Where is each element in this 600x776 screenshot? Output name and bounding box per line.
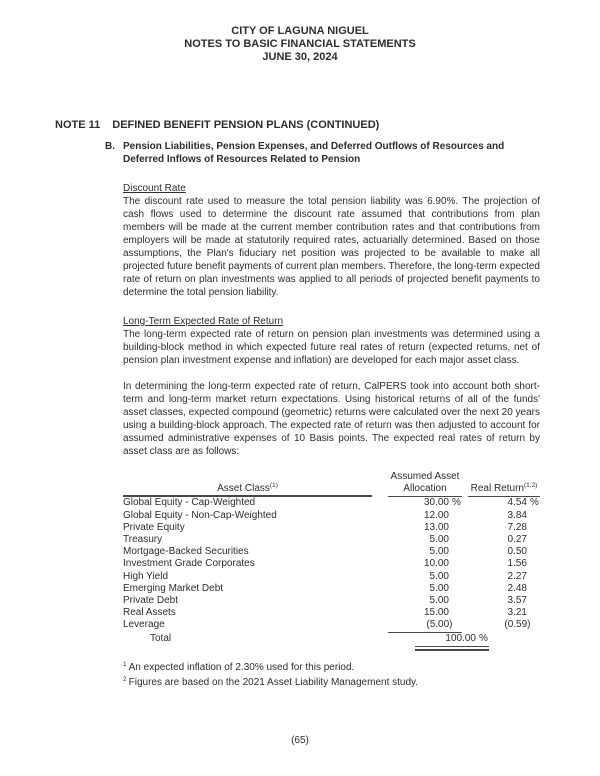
document-header [0,0,600,64]
content-block [123,182,540,689]
table-header-row-2 [123,483,540,497]
table-row: Mortgage-Backed Securities 5.00 0.50 [123,546,527,558]
section-letter: B. [105,141,115,152]
table-total-row: Total 100.00 % [123,633,540,651]
asset-class-table [123,471,540,651]
long-term-paragraph-1: The long-term expected rate of return on pension plan investments was determined using a building-block method in which expected future real rates of return (expected returns, net of pension plan investment expense and inflation) are developed for each major asset class. [123,329,540,366]
footnotes [123,661,540,689]
header-city: CITY OF LAGUNA NIGUEL [231,25,369,37]
section-heading [105,140,545,166]
table-header-row-1 [123,471,540,483]
note-heading [55,119,600,132]
col-header-real-return: Real Return$^{(1,2)}$ [468,483,540,497]
note-title: DEFINED BENEFIT PENSION PLANS (CONTINUED) [112,119,380,131]
long-term-paragraph-2: In determining the long-term expected rate of return, CalPERS took into account both short-term and long-term market return expectations. Using historical returns of all of the funds' asset classes, expected compound (geometric) returns were calculated over the next 20 years using a building-block approach. The expected rate of return was then adjusted to account for assumed administrative expenses of 10 Basis points. The expected real rates of return by asset class are as follows: [123,381,540,457]
section-title: Pension Liabilities, Pension Expenses, and Deferred Outflows of Resources and Deferred Inflows of Resources Related to Pension [123,141,505,165]
header-title: NOTES TO BASIC FINANCIAL STATEMENTS [184,38,416,50]
total-double-rule [415,646,489,651]
table-row: Real Assets 15.00 3.21 [123,607,527,619]
table-row: Private Equity 13.00 7.28 [123,521,527,533]
long-term-heading: Long-Term Expected Rate of Return [123,316,284,327]
table-row: Global Equity - Cap-Weighted 30.00 % 4.54 % [123,497,539,509]
table-row: Global Equity - Non-Cap-Weighted 12.00 3.84 [123,509,527,521]
discount-rate-paragraph: The discount rate used to measure the total pension liability was 6.90%. The projection of cash flows used to determine the discount rate assumed that contributions from plan members will be made at the current member contribution rates and that contributions from employers will be made at statutorily required rates, actuarially determined. Based on those assumptions, the Plan's fiduciary net position was projected to be available to make all projected future benefit payments of current plan members. Therefore, the long-term expected rate of return on plan investments was applied to all periods of projected benefit payments to determine the total pension liability. [123,196,540,298]
table-row: Emerging Market Debt 5.00 2.48 [123,582,527,594]
table-row: Investment Grade Corporates 10.00 1.56 [123,558,527,570]
footnote-1: $^1$ An expected inflation of 2.30% used for this period. [123,660,355,673]
table-row: Treasury 5.00 0.27 [123,534,527,546]
page-number: (65) [291,735,309,746]
col-header-allocation: Allocation [388,483,462,497]
header-date: JUNE 30, 2024 [262,51,338,63]
note-label: NOTE 11 [55,119,101,131]
footnote-2: $^2$ Figures are based on the 2021 Asset Liability Management study. [123,675,419,688]
col-header-asset-class: Asset Class$^{(1)}$ [123,483,372,497]
discount-rate-heading: Discount Rate [123,183,186,194]
table-row-leverage: Leverage (5.00) (0.59) [123,619,540,632]
col-header-assumed-asset: Assumed Asset [390,471,460,482]
table-row: Private Debt 5.00 3.57 [123,595,527,607]
table-row: High Yield 5.00 2.27 [123,570,527,582]
